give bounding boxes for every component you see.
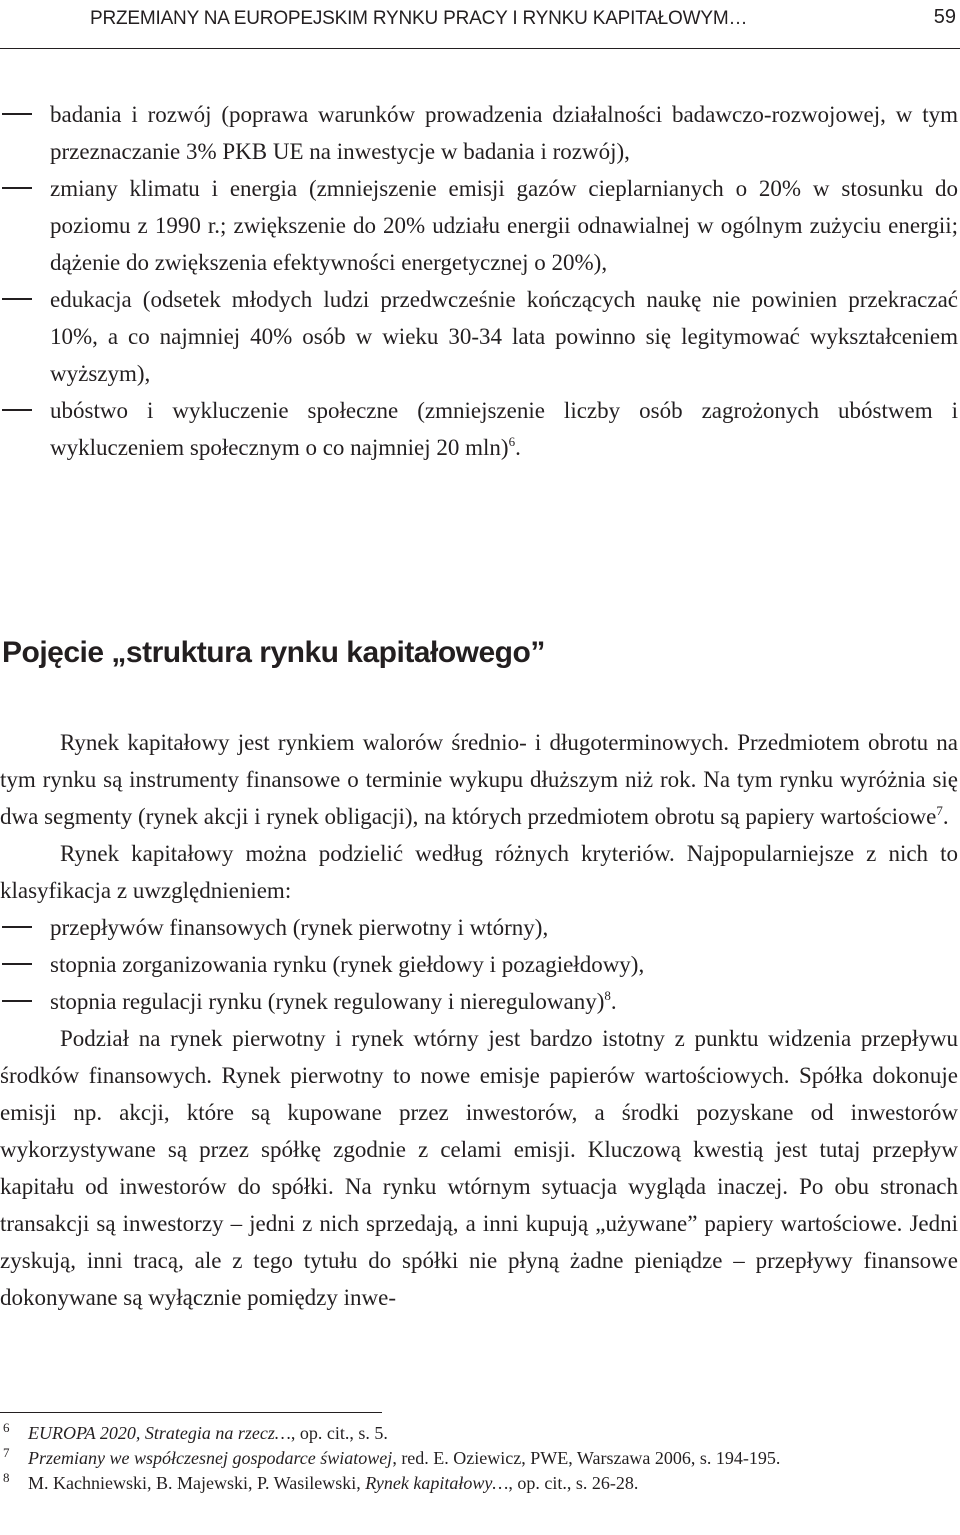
list-item: [0, 281, 958, 392]
footnotes: [0, 1421, 956, 1496]
footnote-number: 7: [3, 1445, 10, 1460]
list-item-tail: .: [610, 989, 617, 1014]
dash-bullet: [2, 409, 32, 411]
list-item-text: ubóstwo i wykluczenie społeczne (zmniejszenie liczby osób zagrożonych ubóstwem i wykluczeniem społecznym o co najmniej 20 mln): [50, 398, 958, 460]
dash-bullet: [2, 187, 32, 189]
list-item-text: stopnia zorganizowania rynku (rynek giełdowy i pozagiełdowy),: [50, 952, 645, 977]
list-item: [0, 983, 958, 1020]
dash-bullet: [2, 926, 32, 928]
footnote-source: , red. E. Oziewicz, PWE, Warszawa 2006, s. 194-195.: [392, 1448, 781, 1468]
footnote-number: 8: [3, 1470, 10, 1485]
footnote-ref: 7: [936, 803, 943, 818]
list-item: [0, 96, 958, 170]
list-item-text: badania i rozwój (poprawa warunków prowadzenia działalności badawczo-rozwojowej, w tym przeznaczanie 3% PKB UE na inwestycje w badania i rozwój),: [50, 102, 958, 164]
footnote-ref: 8: [604, 988, 611, 1003]
footnote: [0, 1446, 956, 1471]
paragraph: Rynek kapitałowy można podzielić według różnych kryteriów. Najpopularniejsze z nich to klasyfikacja z uwzględnieniem:: [0, 841, 958, 903]
footnote-title: Przemiany we współczesnej gospodarce światowej: [28, 1448, 393, 1468]
list-item-text: zmiany klimatu i energia (zmniejszenie emisji gazów cieplarnianych o 20% w stosunku do poziomu z 1990 r.; zwiększenie do 20% udziału energii odnawialnej w ogólnym zużyciu energii; dążenie do zwiększenia efektywności energetycznej o 20%),: [50, 176, 958, 275]
list-item-text: edukacja (odsetek młodych ludzi przedwcześnie kończących naukę nie powinien przekraczać 10%, a co najmniej 40% osób w wieku 30-34 lata powinno się legitymować wykształceniem wyższym),: [50, 287, 958, 386]
list-item: [0, 392, 958, 466]
dash-bullet: [2, 1000, 32, 1002]
footnote-source: , op. cit., s. 5.: [290, 1423, 388, 1443]
footnote: [0, 1421, 956, 1446]
page-number: 59: [933, 6, 956, 28]
list-item-tail: .: [515, 435, 521, 460]
footnote-authors: M. Kachniewski, B. Majewski, P. Wasilewski,: [28, 1473, 366, 1493]
dash-bullet: [2, 113, 32, 115]
goals-list: [0, 96, 958, 466]
running-title: PRZEMIANY NA EUROPEJSKIM RYNKU PRACY I RYNKU KAPITAŁOWYM…: [90, 8, 748, 29]
footnote-number: 6: [3, 1420, 10, 1435]
paragraph: Podział na rynek pierwotny i rynek wtórny jest bardzo istotny z punktu widzenia przepływu środków finansowych. Rynek pierwotny to nowe emisje papierów wartościowych. Spółka dokonuje emisji np. akcji, które są kupowane przez inwestorów, a środki pozyskane od inwestorów wykorzystywane są przez spółkę zgodnie z celami emisji. Kluczową kwestią jest tutaj przepływ kapitału od inwestorów do spółki. Na rynku wtórnym sytuacja wygląda inaczej. Po obu stronach transakcji są inwestorzy – jedni z nich sprzedają, a inni kupują „używane” papiery wartościowe. Jedni zyskują, inni tracą, ale z tego tytułu do spółki nie płyną żadne pieniądze – przepływy finansowe dokonywane są wyłącznie pomiędzy inwe-: [0, 1026, 958, 1310]
footnote-rule: [0, 1412, 382, 1413]
paragraph-text: Rynek kapitałowy jest rynkiem walorów średnio- i długoterminowych. Przedmiotem obrotu na tym rynku są instrumenty finansowe o terminie wykupu dłuższym niż rok. Na tym rynku wyróżnia się dwa segmenty (rynek akcji i rynek obligacji), na których przedmiotem obrotu są papiery wartościowe: [0, 730, 958, 829]
list-item-text: przepływów finansowych (rynek pierwotny i wtórny),: [50, 915, 549, 940]
dash-bullet: [2, 298, 32, 300]
section-heading: Pojęcie „struktura rynku kapitałowego”: [2, 636, 545, 669]
footnote-title: Rynek kapitałowy…: [365, 1473, 509, 1493]
footnote: [0, 1471, 956, 1496]
main-text: [0, 724, 958, 1316]
header-rule: [0, 48, 960, 49]
list-item-text: stopnia regulacji rynku (rynek regulowany i nieregulowany): [50, 989, 605, 1014]
list-item: [0, 170, 958, 281]
paragraph: [0, 724, 958, 835]
page-header: [0, 0, 960, 52]
dash-bullet: [2, 963, 32, 965]
footnote-ref: 6: [508, 434, 516, 449]
footnote-source: , op. cit., s. 26-28.: [508, 1473, 639, 1493]
paragraph-tail: .: [942, 804, 949, 829]
list-item: [0, 909, 958, 946]
footnote-title: EUROPA 2020, Strategia na rzecz…: [28, 1423, 291, 1443]
list-item: [0, 946, 958, 983]
